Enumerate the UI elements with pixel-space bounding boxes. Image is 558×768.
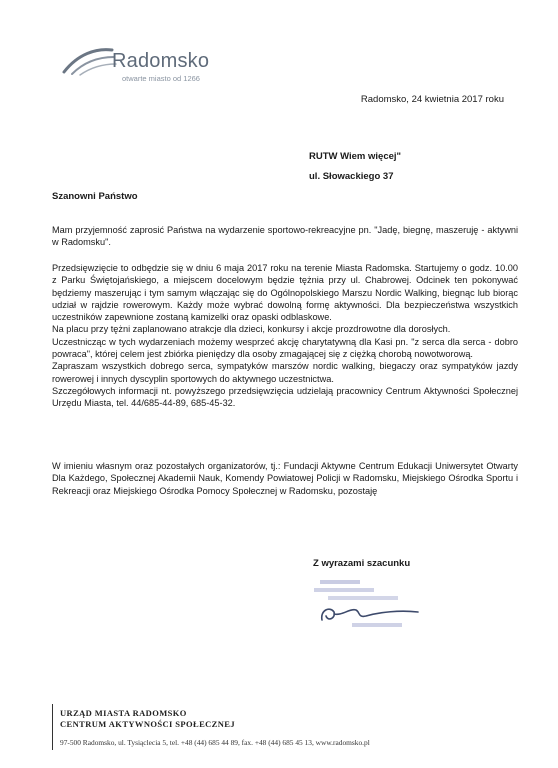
paragraph-text: W imieniu własnym oraz pozostałych organizatorów, tj.: Fundacji Aktywne Centrum Edukacji Uniwersytet Otwarty Dla Każdego, Społecznej Akademii Nauk, Komendy Powiatowej Policji w Radomsku, Miejskiego Ośrodka Sportu i Rekreacji oraz Miejskiego Ośrodka Pomocy Społecznej w Radomsku, pozostaję xyxy=(52,461,518,496)
paragraph-details xyxy=(52,262,518,410)
recipient-address xyxy=(309,147,401,187)
logo-swoosh-icon xyxy=(60,42,120,82)
footer-contact: 97-500 Radomsko, ul. Tysiąclecia 5, tel. +48 (44) 685 44 89, fax. +48 (44) 685 45 13, www.radomsko.pl xyxy=(60,738,370,747)
footer-title xyxy=(60,708,235,730)
salutation: Szanowni Państwo xyxy=(52,191,138,202)
logo-tagline: otwarte miasto od 1266 xyxy=(122,74,200,83)
paragraph-invitation xyxy=(52,224,518,249)
paragraph-text: Na placu przy tężni zaplanowano atrakcje dla dzieci, konkursy i akcje prozdrowotne dla dorosłych. xyxy=(52,324,451,335)
signature-stamp xyxy=(300,576,450,634)
logo-name: Radomsko xyxy=(112,50,210,72)
footer-office: URZĄD MIASTA RADOMSKO xyxy=(60,708,187,718)
city-logo xyxy=(60,40,235,88)
closing-phrase: Z wyrazami szacunku xyxy=(313,558,411,569)
paragraph-organizers xyxy=(52,460,518,497)
paragraph-text: Uczestnicząc w tych wydarzeniach możemy wesprzeć akcję charytatywną dla Kasi pn. "z serca dla serca - dobro powraca", której celem jest zbiórka pieniędzy dla osoby zmagającej się z ciężką chorobą nowotworową. xyxy=(52,336,518,360)
recipient-street: ul. Słowackiego 37 xyxy=(309,171,394,182)
paragraph-text: Przedsięwzięcie to odbędzie się w dniu 6 maja 2017 roku na terenie Miasta Radomska. Startujemy o godz. 10.00 z Parku Świętojańskiego, a miejscem docelowym będzie tężnia przy ul. Chabrowej. Odcinek ten pokonywać będziemy maszerując i tym samym włączając się do Ogólnopolskiego Marszu Nordic Walking, biegnąc lub biorąc udział w rajdzie rowerowym. Każdy może wybrać dowolną formę aktywności. Dla bezpieczeństwa wszystkich uczestników zapewnione zostaną kamizelki oraz opaski odblaskowe. xyxy=(52,263,518,323)
paragraph-text: Szczegółowych informacji nt. powyższego przedsięwzięcia udzielają pracownicy Centrum Aktywności Społecznej Urzędu Miasta, tel. 44/685-44-89, 685-45-32. xyxy=(52,385,518,409)
footer-center: CENTRUM AKTYWNOŚCI SPOŁECZNEJ xyxy=(60,719,236,729)
recipient-name: RUTW Wiem więcej" xyxy=(309,151,402,162)
footer-divider xyxy=(52,704,53,750)
paragraph-text: Mam przyjemność zaprosić Państwa na wydarzenie sportowo-rekreacyjne pn. "Jadę, biegnę, maszeruję - aktywni w Radomsku". xyxy=(52,225,518,248)
paragraph-text: Zapraszam wszystkich dobrego serca, sympatyków marszów nordic walking, biegaczy oraz sympatyków jazdy rowerowej i innych dyscyplin sportowych do aktywnego uczestnictwa. xyxy=(52,361,518,384)
letter-date: Radomsko, 24 kwietnia 2017 roku xyxy=(360,94,504,105)
